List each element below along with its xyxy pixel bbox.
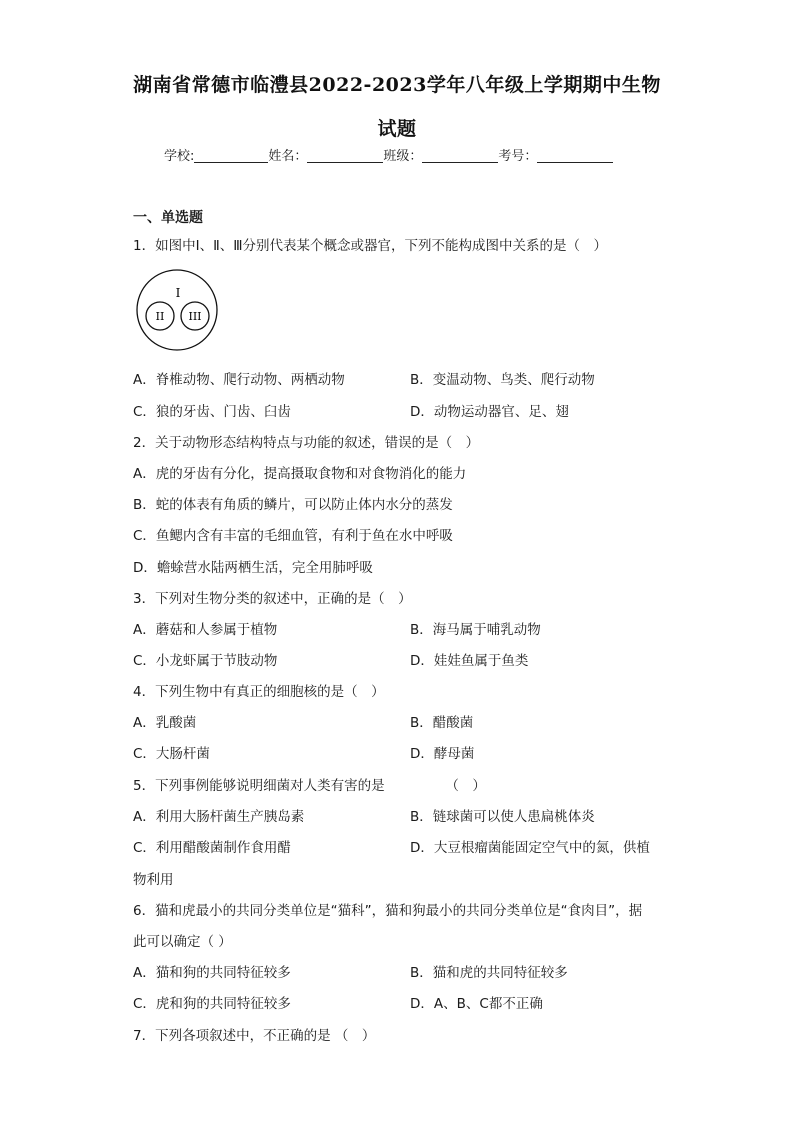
label-II: II	[155, 310, 165, 323]
question-6-option-c[interactable]: C．虎和狗的共同特征较多	[133, 996, 291, 1012]
question-2-option-b[interactable]: B．蛇的体表有角质的鳞片，可以防止体内水分的蒸发	[133, 497, 453, 513]
school-blank[interactable]	[194, 148, 268, 163]
concept-diagram	[134, 269, 222, 351]
question-3-option-a[interactable]: A．蘑菇和人参属于植物	[133, 622, 278, 638]
label-I: I	[175, 286, 181, 300]
question-6-option-b[interactable]: B．猫和虎的共同特征较多	[410, 965, 568, 981]
question-3-option-b[interactable]: B．海马属于哺乳动物	[410, 622, 541, 638]
question-3-option-c[interactable]: C．小龙虾属于节肢动物	[133, 653, 278, 669]
question-5-option-d[interactable]: D．大豆根瘤菌能固定空气中的氮，供植	[410, 840, 650, 856]
class-label: 班级：	[383, 149, 423, 164]
question-1-option-b[interactable]: B．变温动物、鸟类、爬行动物	[410, 372, 595, 388]
exam-title-line2: 试题	[377, 118, 417, 140]
question-5-option-a[interactable]: A．利用大肠杆菌生产胰岛素	[133, 809, 305, 825]
question-4-stem: 4．下列生物中有真正的细胞核的是（ ）	[133, 684, 385, 700]
question-2-option-c[interactable]: C．鱼鳃内含有丰富的毛细血管，有利于鱼在水中呼吸	[133, 528, 453, 544]
class-blank[interactable]	[422, 148, 498, 163]
name-blank[interactable]	[307, 148, 383, 163]
school-label: 学校:	[164, 149, 195, 164]
question-3-stem: 3．下列对生物分类的叙述中，正确的是（ ）	[133, 591, 412, 607]
student-info-row	[164, 145, 613, 164]
question-1-stem: 1．如图中Ⅰ、Ⅱ、Ⅲ分别代表某个概念或器官，下列不能构成图中关系的是（ ）	[133, 238, 608, 254]
exam-title-line1: 湖南省常德市临澧县2022-2023学年八年级上学期期中生物	[133, 74, 661, 96]
question-6-stem: 6．猫和虎最小的共同分类单位是“猫科”，猫和狗最小的共同分类单位是“食肉目”，据	[133, 903, 643, 919]
name-label: 姓名：	[268, 149, 308, 164]
question-2-option-d[interactable]: D．蟾蜍营水陆两栖生活，完全用肺呼吸	[133, 560, 373, 576]
question-5-option-d-continued: 物利用	[133, 872, 174, 888]
number-label: 考号：	[498, 149, 538, 164]
question-5-stem: 5．下列事例能够说明细菌对人类有害的是 （ ）	[133, 778, 486, 794]
label-III: III	[188, 310, 202, 323]
question-4-option-b[interactable]: B．醋酸菌	[410, 715, 474, 731]
question-2-option-a[interactable]: A．虎的牙齿有分化，提高摄取食物和对食物消化的能力	[133, 466, 467, 482]
question-6-stem-continued: 此可以确定（ ）	[133, 934, 232, 950]
question-3-option-d[interactable]: D．娃娃鱼属于鱼类	[410, 653, 529, 669]
question-4-option-d[interactable]: D．酵母菌	[410, 746, 475, 762]
section-heading: 一、单选题	[133, 210, 203, 226]
question-2-stem: 2．关于动物形态结构特点与功能的叙述，错误的是（ ）	[133, 435, 480, 451]
question-6-option-a[interactable]: A．猫和狗的共同特征较多	[133, 965, 291, 981]
question-6-option-d[interactable]: D．A、B、C都不正确	[410, 996, 543, 1012]
question-1-option-a[interactable]: A．脊椎动物、爬行动物、两栖动物	[133, 372, 345, 388]
question-1-option-c[interactable]: C．狼的牙齿、门齿、臼齿	[133, 404, 291, 420]
question-4-option-c[interactable]: C．大肠杆菌	[133, 746, 210, 762]
number-blank[interactable]	[537, 148, 613, 163]
question-1-option-d[interactable]: D．动物运动器官、足、翅	[410, 404, 569, 420]
question-7-stem: 7．下列各项叙述中，不正确的是 （ ）	[133, 1028, 376, 1044]
outer-circle	[137, 270, 217, 350]
question-5-option-b[interactable]: B．链球菌可以使人患扁桃体炎	[410, 809, 595, 825]
question-4-option-a[interactable]: A．乳酸菌	[133, 715, 197, 731]
question-5-option-c[interactable]: C．利用醋酸菌制作食用醋	[133, 840, 291, 856]
